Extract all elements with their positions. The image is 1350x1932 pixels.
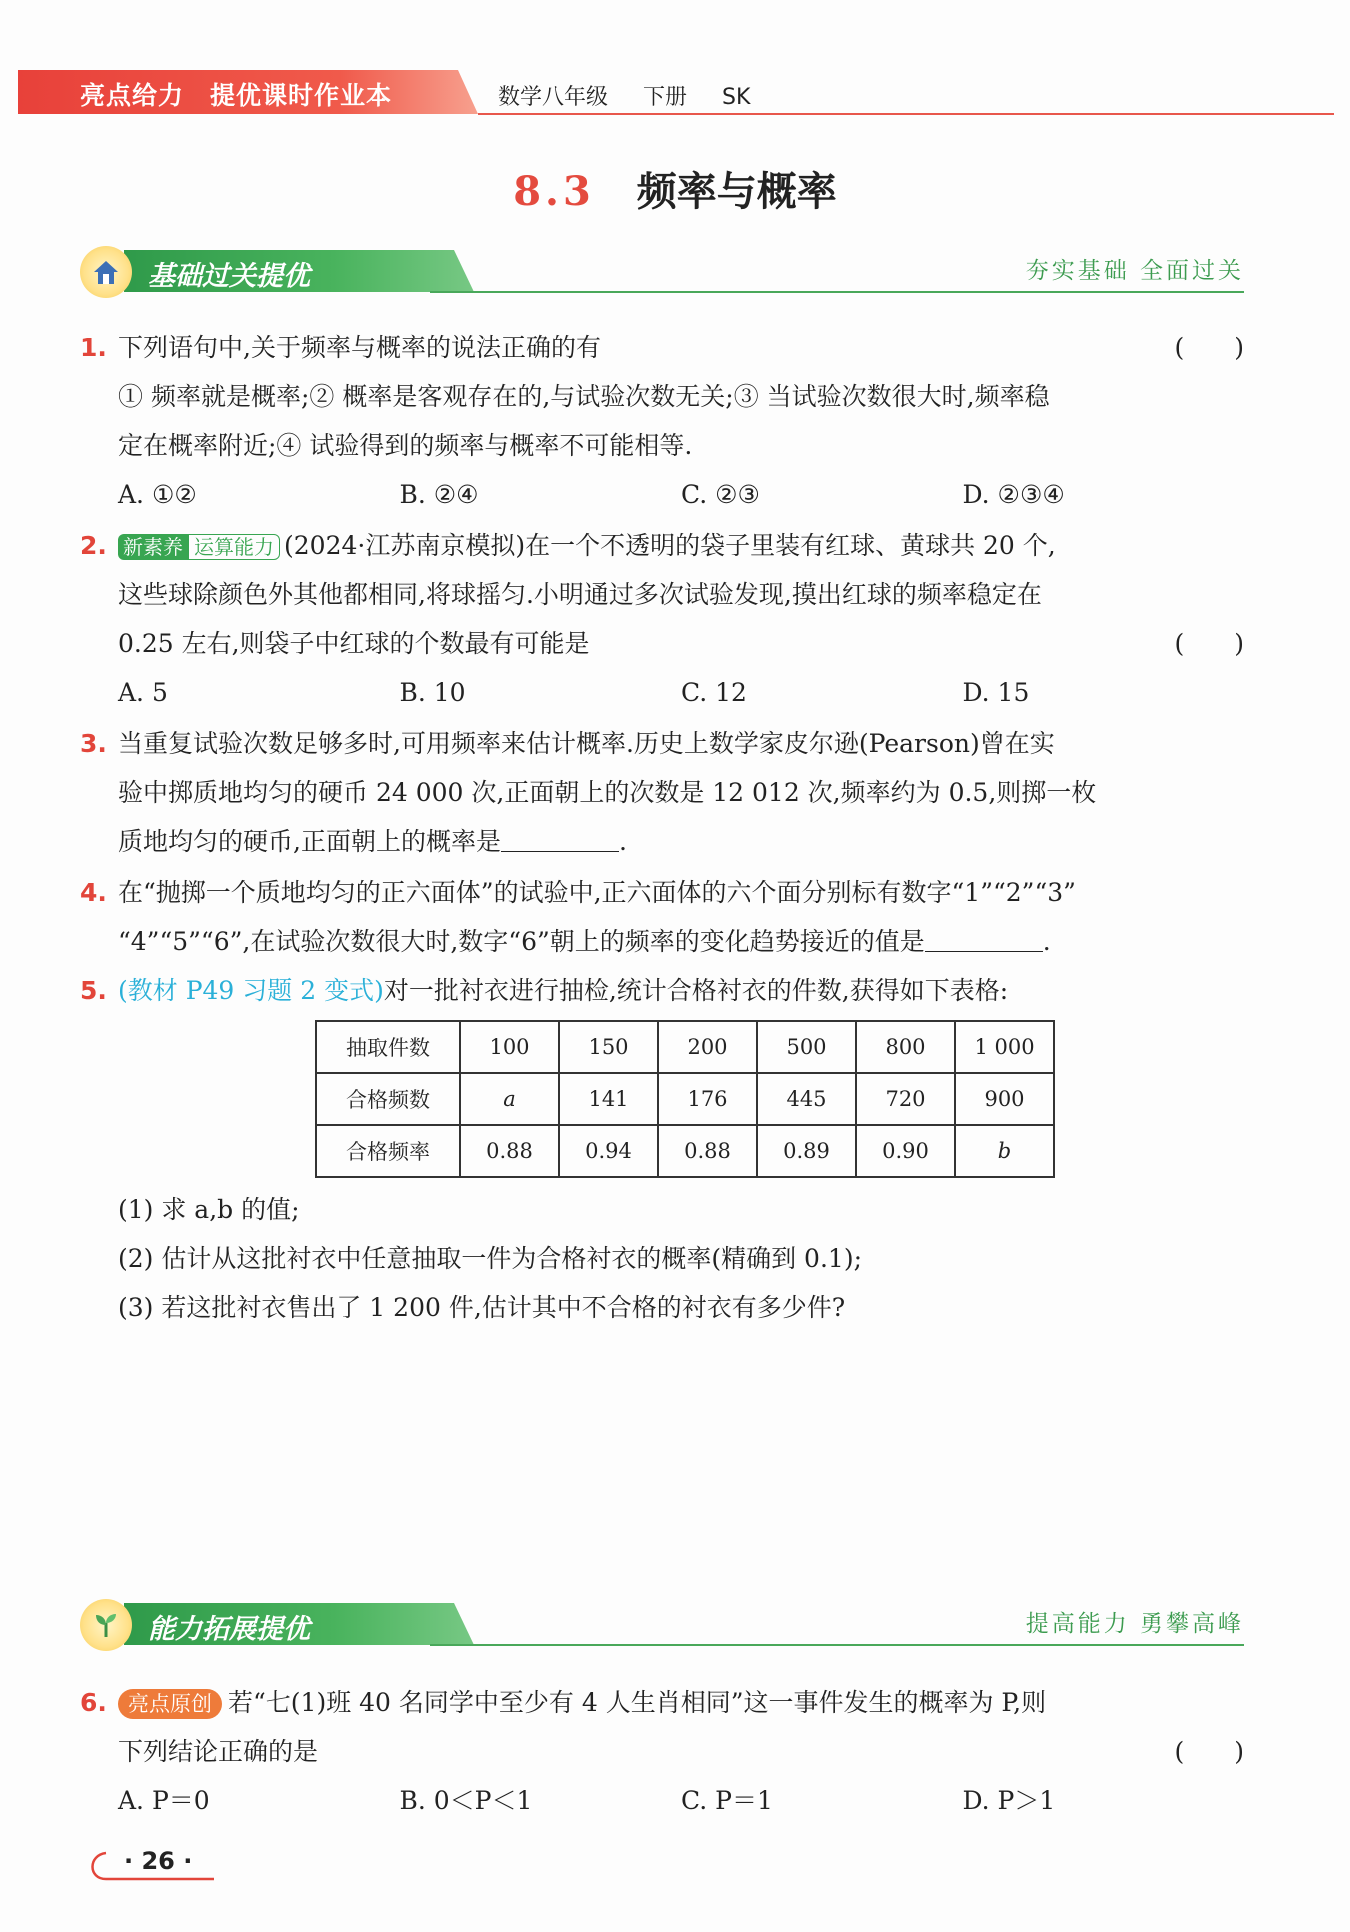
subject-label: 数学八年级 [498, 85, 609, 110]
question-text: (2024·江苏南京模拟)在一个不透明的袋子里装有红球、黄球共 20 个, [284, 531, 1056, 560]
question-text: 若“七(1)班 40 名同学中至少有 4 人生肖相同”这一事件发生的概率为 P,则 [228, 1688, 1047, 1717]
header-info [498, 80, 778, 111]
question-text-line: 在“抛掷一个质地均匀的正六面体”的试验中,正六面体的六个面分别标有数字“1”“2”“3” [118, 878, 1076, 907]
question-text-line: 这些球除颜色外其他都相同,将球摇匀.小明通过多次试验发现,摸出红球的频率稳定在 [118, 580, 1042, 609]
question-stem [118, 521, 1244, 570]
subquestion-3: (3) 若这批衬衣售出了 1 200 件,估计其中不合格的衬衣有多少件? [118, 1293, 846, 1322]
table-row [316, 1021, 1054, 1073]
table-row [316, 1125, 1054, 1177]
table-cell: 0.88 [658, 1125, 757, 1177]
section-title: 频率与概率 [636, 168, 837, 215]
subquestion-2: (2) 估计从这批衬衣中任意抽取一件为合格衬衣的概率(精确到 0.1); [118, 1244, 862, 1273]
page-header [18, 70, 1334, 114]
table-cell: 合格频率 [316, 1125, 460, 1177]
table-cell: 0.90 [856, 1125, 955, 1177]
question-text: 质地均匀的硬币,正面朝上的概率是 [118, 827, 501, 856]
option-a[interactable]: A. ①② [118, 480, 197, 509]
question-text-line [118, 1727, 1244, 1776]
question-text-line: 当重复试验次数足够多时,可用频率来估计概率.历史上数学家皮尔逊(Pearson)曾在实 [118, 729, 1055, 758]
question-text: 对一批衬衣进行抽检,统计合格衬衣的件数,获得如下表格: [383, 976, 1009, 1005]
section-basic-banner [80, 240, 1244, 300]
option-b[interactable]: B. ②④ [399, 480, 479, 509]
option-c[interactable]: C. 12 [681, 678, 747, 707]
option-c[interactable]: C. ②③ [681, 480, 760, 509]
question-number: 6. [80, 1688, 107, 1717]
question-number: 1. [80, 333, 107, 362]
table-cell: 200 [658, 1021, 757, 1073]
house-icon [80, 246, 132, 298]
page-footer [84, 1845, 214, 1885]
table-cell: 0.89 [757, 1125, 856, 1177]
table-cell: 720 [856, 1073, 955, 1125]
question-text-line [118, 917, 1244, 966]
table-cell: a [460, 1073, 559, 1125]
question-6 [80, 1678, 1244, 1825]
question-stem [118, 323, 1244, 372]
question-text-line [118, 619, 1244, 668]
question-text-line [118, 817, 1244, 866]
table-cell: 150 [559, 1021, 658, 1073]
data-table [315, 1020, 1055, 1178]
question-text: 下列语句中,关于频率与概率的说法正确的有 [118, 333, 601, 362]
question-stem [118, 966, 1244, 1015]
table-cell: b [955, 1125, 1054, 1177]
question-text: 下列结论正确的是 [118, 1737, 319, 1766]
question-3 [80, 719, 1244, 866]
edition-label: SK [722, 85, 751, 110]
page-title [0, 160, 1350, 217]
question-text-line: 验中掷质地均匀的硬币 24 000 次,正面朝上的次数是 12 012 次,频率约为 0.5,则掷一枚 [118, 778, 1097, 807]
question-text: “4”“5”“6”,在试验次数很大时,数字“6”朝上的频率的变化趋势接近的值是 [118, 927, 925, 956]
option-b[interactable]: B. 0＜P＜1 [399, 1786, 533, 1815]
section-rule [430, 1644, 1244, 1646]
option-c[interactable]: C. P＝1 [681, 1786, 773, 1815]
option-d[interactable]: D. ②③④ [962, 480, 1065, 509]
page-number: · 26 · [124, 1847, 193, 1875]
source-note: (教材 P49 习题 2 变式) [118, 976, 384, 1005]
skill-tag: 运算能力 [188, 534, 280, 560]
options-row [118, 668, 1244, 717]
section-basic-label: 基础过关提优 [148, 261, 310, 292]
table-cell: 0.94 [559, 1125, 658, 1177]
option-d[interactable]: D. P＞1 [962, 1786, 1056, 1815]
table-cell: 445 [757, 1073, 856, 1125]
options-row [118, 1776, 1244, 1825]
question-number: 3. [80, 729, 107, 758]
original-tag: 亮点原创 [118, 1689, 222, 1719]
option-a[interactable]: A. P＝0 [118, 1786, 210, 1815]
sprout-icon [80, 1599, 132, 1651]
option-b[interactable]: B. 10 [399, 678, 466, 707]
question-text: 0.25 左右,则袋子中红球的个数最有可能是 [118, 629, 590, 658]
question-stem [118, 1678, 1244, 1727]
table-cell: 1 000 [955, 1021, 1054, 1073]
options-row [118, 470, 1244, 519]
section-basic-slogan: 夯实基础 全面过关 [1025, 258, 1244, 284]
question-number: 4. [80, 878, 107, 907]
sentence-end: . [618, 827, 627, 856]
question-number: 2. [80, 531, 107, 560]
literacy-tag: 新素养 [118, 534, 188, 560]
section-number: 8.3 [513, 168, 595, 215]
table-cell: 0.88 [460, 1125, 559, 1177]
header-rule [478, 113, 1334, 115]
section-rule [430, 291, 1244, 293]
table-cell: 800 [856, 1021, 955, 1073]
answer-parentheses[interactable]: ( ) [1174, 629, 1244, 658]
question-5 [80, 966, 1244, 1015]
table-cell: 176 [658, 1073, 757, 1125]
table-row [316, 1073, 1054, 1125]
question-text-line: ① 频率就是概率;② 概率是客观存在的,与试验次数无关;③ 当试验次数很大时,频率稳 [118, 382, 1050, 411]
section-extension-label: 能力拓展提优 [148, 1614, 310, 1645]
question-2 [80, 521, 1244, 717]
option-a[interactable]: A. 5 [118, 678, 168, 707]
subquestion-1: (1) 求 a,b 的值; [118, 1195, 300, 1224]
option-d[interactable]: D. 15 [962, 678, 1030, 707]
table-cell: 141 [559, 1073, 658, 1125]
answer-blank[interactable] [925, 921, 1043, 952]
table-cell: 900 [955, 1073, 1054, 1125]
question-4 [80, 868, 1244, 966]
question-text-line: 定在概率附近;④ 试验得到的频率与概率不可能相等. [118, 431, 693, 460]
table-cell: 100 [460, 1021, 559, 1073]
header-banner-text: 亮点给力 提优课时作业本 [80, 81, 393, 110]
section-extension-slogan: 提高能力 勇攀高峰 [1025, 1611, 1244, 1637]
volume-label: 下册 [643, 85, 688, 110]
table-cell: 500 [757, 1021, 856, 1073]
answer-blank[interactable] [501, 821, 619, 852]
sentence-end: . [1042, 927, 1051, 956]
question-1 [80, 323, 1244, 519]
table-cell: 合格频数 [316, 1073, 460, 1125]
answer-parentheses[interactable]: ( ) [1174, 1737, 1244, 1766]
section-extension-banner [80, 1593, 1244, 1653]
table-cell: 抽取件数 [316, 1021, 460, 1073]
question-number: 5. [80, 976, 107, 1005]
answer-parentheses[interactable]: ( ) [1174, 333, 1244, 362]
